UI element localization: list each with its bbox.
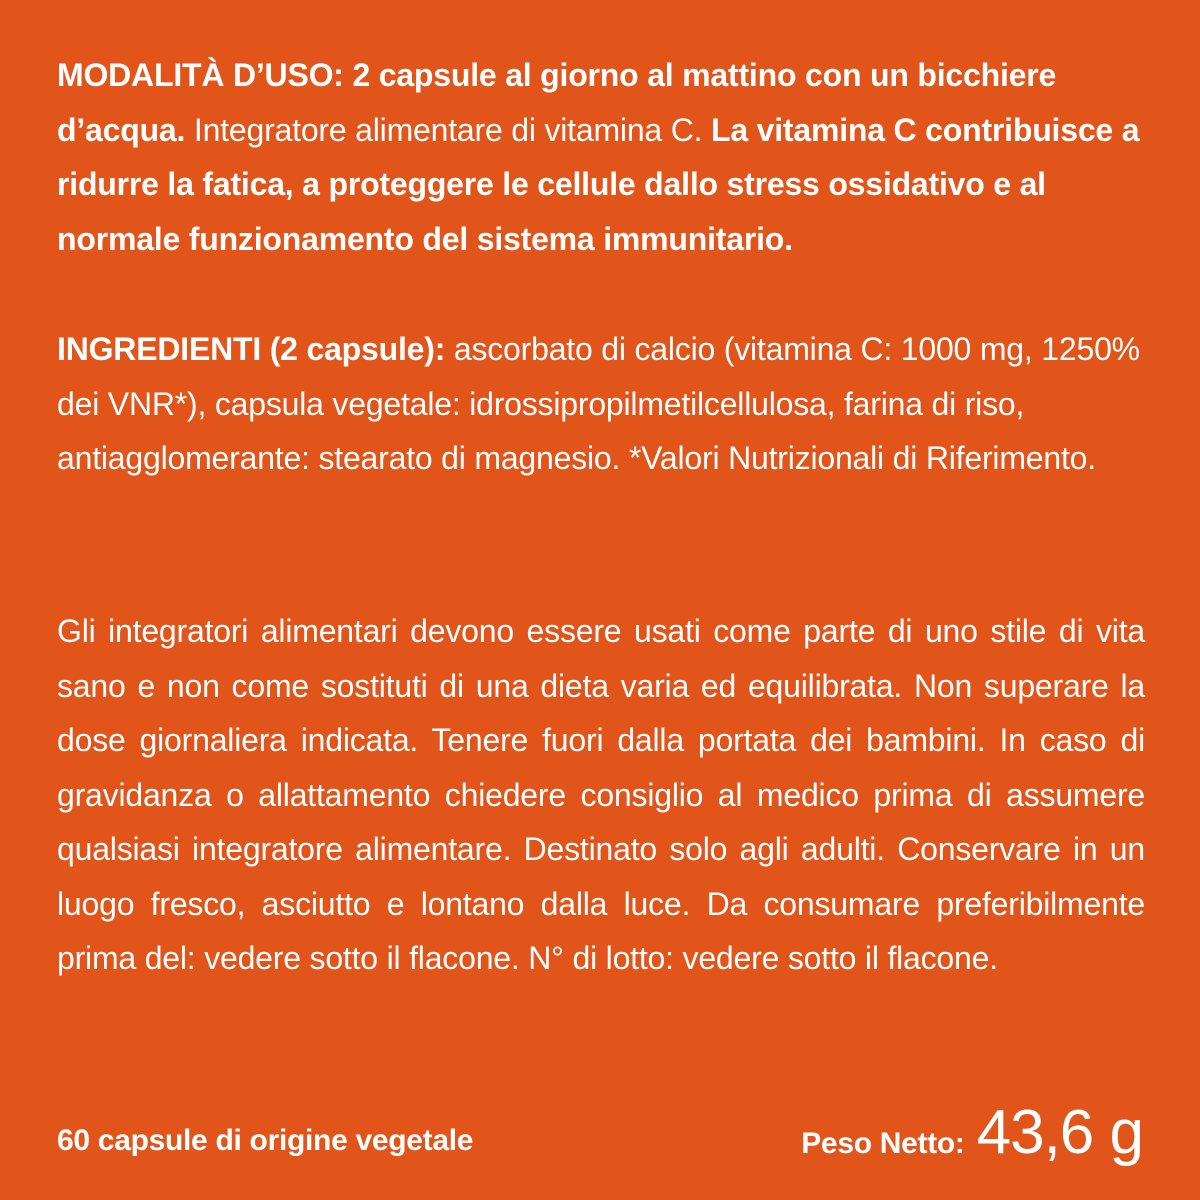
usage-claim: La vitamina C contribuisce a ridurre la fatica, a proteggere le cellule dallo stress ossidativo e al normale funzionamento del sistema immunitario. [57, 111, 1140, 257]
usage-section [57, 48, 1145, 266]
ingredients-text: ascorbato di calcio (vitamina C: 1000 mg, 1250% dei VNR*), capsula vegetale: idrossipropilmetilcellulosa, farina di riso, antiagglomerante: stearato di magnesio. *Valori Nutrizionali di Riferimento. [57, 331, 1140, 476]
warnings-section [57, 604, 1145, 986]
usage-label: MODALITÀ D’USO: 2 capsule al giorno al mattino con un bicchiere d’acqua. [57, 57, 1057, 148]
warnings-text: Gli integratori alimentari devono essere usati come parte di uno stile di vita sano e non come sostituti di una dieta varia ed equilibrata. Non superare la dose giornaliera indicata. Tenere fuori dalla portata dei bambini. In caso di gravidanza o allattamento chiedere consiglio al medico prima di assumere qualsiasi integratore alimentare. Destinato solo agli adulti. Conservare in un luogo fresco, asciutto e lontano dalla luce. Da consumare preferibilmente prima del: vedere sotto il flacone. N° di lotto: vedere sotto il flacone. [57, 613, 1145, 976]
capsule-count: 60 capsule di origine vegetale [57, 1124, 474, 1157]
net-weight [801, 1097, 1143, 1168]
usage-text: Integratore alimentare di vitamina C. [185, 111, 711, 148]
net-weight-value: 43,6 g [976, 1098, 1143, 1167]
net-weight-label: Peso Netto: [801, 1127, 965, 1160]
footer [57, 1088, 1143, 1168]
ingredients-section [57, 322, 1145, 486]
ingredients-label: INGREDIENTI (2 capsule): [57, 331, 446, 367]
